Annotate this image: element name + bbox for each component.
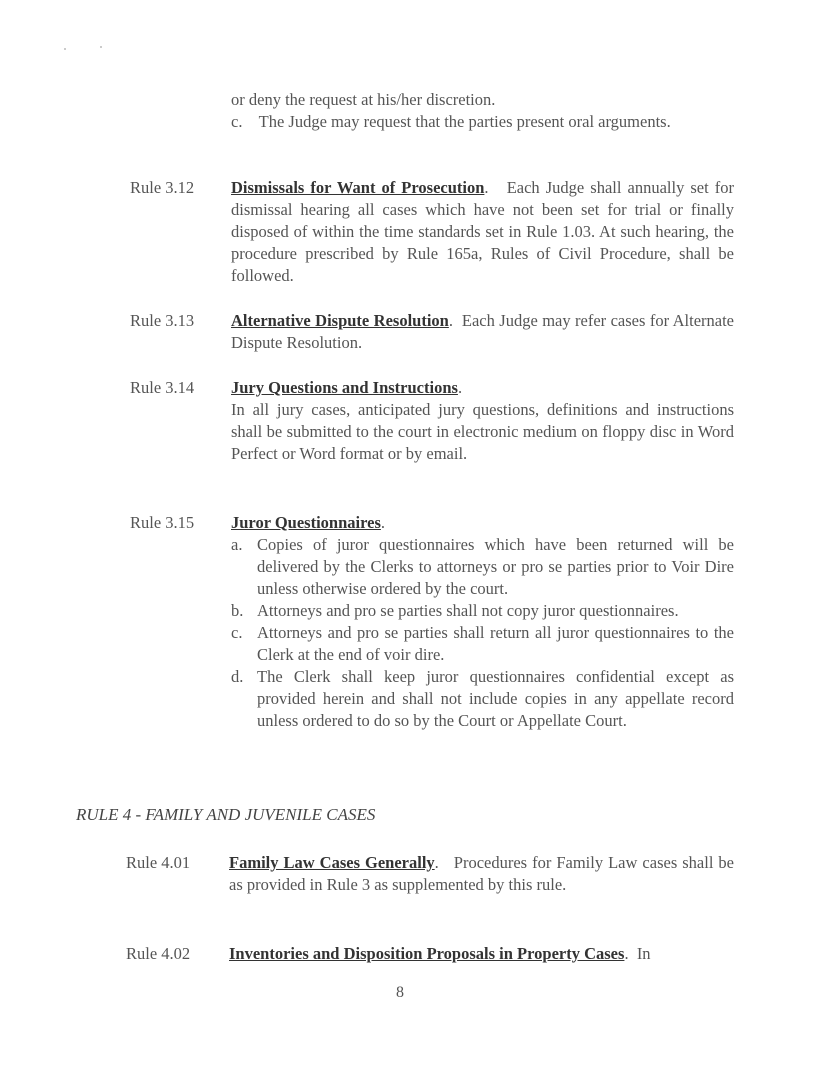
item-text: Attorneys and pro se parties shall not copy juror questionnaires.: [257, 601, 679, 620]
page-number: 8: [396, 984, 404, 1001]
rule-body: Each Judge shall annually set for dismissal hearing all cases which have not been set for trial or finally disposed of within the time standards set in Rule 1.03. At such hearing, the procedure prescribed by Rule 165a, Rules of Civil Procedure, shall be followed.: [231, 178, 734, 285]
rule-label: Rule 4.02: [126, 944, 191, 963]
item-text: Attorneys and pro se parties shall return all juror questionnaires to the Clerk at the end of voir dire.: [257, 623, 734, 664]
continuation-block: [231, 89, 734, 133]
rule-title: Juror Questionnaires: [231, 513, 381, 532]
item-text: The Clerk shall keep juror questionnaires confidential except as provided herein and shall not include copies in any appellate record unless ordered to do so by the Court or Appellate Court.: [257, 667, 734, 730]
rule-4-01: [126, 852, 734, 896]
item-text: The Judge may request that the parties present oral arguments.: [258, 112, 671, 131]
rule-text: Family Law Cases Generally. Procedures for Family Law cases shall be as provided in Rule 3 as supplemented by this rule.: [229, 853, 734, 894]
rule-title: Dismissals for Want of Prosecution: [231, 178, 485, 197]
scan-speck: [100, 46, 102, 48]
rule-body: Each Judge may refer cases for Alternate Dispute Resolution.: [231, 311, 734, 352]
rule-text: Dismissals for Want of Prosecution. Each Judge shall annually set for dismissal hearing all cases which have not been set for trial or finally disposed of within the time standards set in Rule 1.03. At such hearing, the procedure prescribed by Rule 165a, Rules of Civil Procedure, shall be followed.: [231, 178, 734, 285]
item-mark: c.: [231, 112, 243, 131]
rule-label: Rule 4.01: [126, 853, 191, 872]
list-item: [231, 534, 734, 600]
rule-3-12: [130, 177, 734, 287]
item-mark: d.: [231, 667, 244, 686]
rule-body: In all jury cases, anticipated jury questions, definitions and instructions shall be submitted to the court in electronic medium on floppy disc in Word Perfect or Word format or by email.: [231, 400, 734, 463]
rule-4-02: [126, 943, 734, 965]
rule-title: Inventories and Disposition Proposals in Property Cases: [229, 944, 625, 963]
list-item: [231, 622, 734, 666]
item-mark: a.: [231, 535, 243, 554]
rule-label: Rule 3.13: [130, 311, 195, 330]
rule-3-14: [130, 377, 734, 465]
item-mark: b.: [231, 601, 244, 620]
rule-3-13: [130, 310, 734, 354]
rule-text: Jury Questions and Instructions. In all jury cases, anticipated jury questions, definitions and instructions shall be submitted to the court in electronic medium on floppy disc in Word Perfect or Word format or by email.: [231, 378, 734, 463]
rule-body: In: [636, 944, 651, 963]
scan-speck: [64, 48, 66, 50]
rule-title: Jury Questions and Instructions: [231, 378, 458, 397]
list-item: [231, 666, 734, 732]
rule-body: Procedures for Family Law cases shall be as provided in Rule 3 as supplemented by this rule.: [229, 853, 734, 894]
item-text: Copies of juror questionnaires which have been returned will be delivered by the Clerks to attorneys or pro se parties prior to Voir Dire unless otherwise ordered by the court.: [257, 535, 734, 598]
section-heading: RULE 4 - FAMILY AND JUVENILE CASES: [76, 805, 376, 824]
list-item: [231, 600, 734, 622]
rule-label: Rule 3.12: [130, 178, 195, 197]
item-mark: c.: [231, 623, 243, 642]
rule-label: Rule 3.15: [130, 513, 195, 532]
rule-text: Alternative Dispute Resolution. Each Judge may refer cases for Alternate Dispute Resolution.: [231, 311, 734, 352]
rule-title: Alternative Dispute Resolution: [231, 311, 449, 330]
continuation-line: or deny the request at his/her discretion.: [231, 90, 496, 109]
rule-title: Family Law Cases Generally: [229, 853, 435, 872]
rule-label: Rule 3.14: [130, 378, 195, 397]
rule-text: Inventories and Disposition Proposals in Property Cases. In: [229, 944, 651, 963]
rule-text: Juror Questionnaires. a. Copies of juror questionnaires which have been returned will be delivered by the Clerks to attorneys or pro se parties prior to Voir Dire unless otherwise ordered by the court. b. Attorneys and pro se parties shall not copy juror questionnaires. c. Attorneys and pro se parties shall return all juror questionnaires to the Clerk at the end of voir dire. d. The Clerk shall keep juror questionnaires confidential except as provided herein and shall not include copies in any appellate record unless ordered to do so by the Court or Appellate Court.: [231, 513, 734, 730]
rule-3-15: [130, 512, 734, 732]
continuation-item-c: [231, 111, 734, 133]
